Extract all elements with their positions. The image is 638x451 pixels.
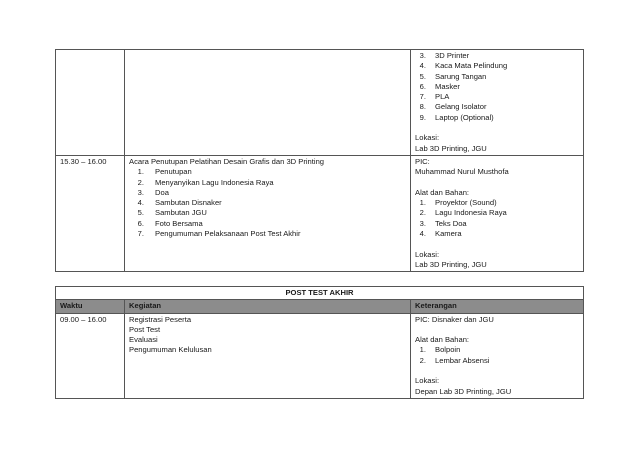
notes-cell <box>411 313 584 398</box>
table-header-row <box>56 300 584 313</box>
schedule-table-continued <box>55 49 584 272</box>
list-item: 7. Pengumuman Pelaksanaan Post Test Akhir <box>137 229 301 239</box>
list-item: 6. Masker <box>419 81 460 91</box>
notes-cell <box>411 155 584 271</box>
list-item: 1. Proyektor (Sound) <box>419 198 497 208</box>
activity-line: Registrasi Peserta <box>129 314 192 324</box>
list-item: 3. Doa <box>137 187 169 197</box>
list-item: 4. Sambutan Disnaker <box>137 198 222 208</box>
list-item: 5. Sarung Tangan <box>419 71 487 81</box>
list-item: 8. Gelang Isolator <box>419 102 487 112</box>
list-item: 6. Foto Bersama <box>137 218 203 228</box>
location-value: Lab 3D Printing, JGU <box>415 259 487 269</box>
list-item: 9. Laptop (Optional) <box>419 112 494 122</box>
table-row <box>56 313 584 398</box>
notes-cell <box>411 50 584 156</box>
activity-cell <box>125 155 411 271</box>
location-label: Lokasi: <box>415 376 440 386</box>
activity-cell <box>125 313 411 398</box>
column-header-keterangan: Keterangan <box>411 300 584 313</box>
list-item: 4. Kaca Mata Pelindung <box>419 61 508 71</box>
list-item: 5. Sambutan JGU <box>137 208 207 218</box>
list-item: 1. Penutupan <box>137 167 192 177</box>
post-test-title: POST TEST AKHIR <box>56 287 584 300</box>
list-item: 2. Lembar Absensi <box>419 355 490 365</box>
list-item: 4. Kamera <box>419 229 462 239</box>
list-item: 3. 3D Printer <box>419 51 470 60</box>
table-row <box>56 50 584 156</box>
pic-label: PIC: <box>415 156 430 166</box>
activity-title: Acara Penutupan Pelatihan Desain Grafis dan 3D Printing <box>129 156 325 166</box>
activity-line: Evaluasi <box>129 335 158 345</box>
materials-label: Alat dan Bahan: <box>415 187 470 197</box>
activity-line: Pengumuman Kelulusan <box>129 345 212 355</box>
list-item: 3. Teks Doa <box>419 218 467 228</box>
table-row <box>56 155 584 271</box>
location-label: Lokasi: <box>415 249 440 259</box>
column-header-kegiatan: Kegiatan <box>125 300 411 313</box>
activity-line: Post Test <box>129 324 161 334</box>
list-item: 7. PLA <box>419 92 450 102</box>
pic-value: PIC: Disnaker dan JGU <box>415 314 494 324</box>
list-item: 1. Bolpoin <box>419 345 461 355</box>
location-label: Lokasi: <box>415 133 440 143</box>
location-value: Lab 3D Printing, JGU <box>415 143 487 153</box>
column-header-waktu: Waktu <box>56 300 125 313</box>
list-item: 2. Menyanyikan Lagu Indonesia Raya <box>137 177 274 187</box>
list-item: 2. Lagu Indonesia Raya <box>419 208 507 218</box>
post-test-table <box>55 286 584 399</box>
time-cell: 15.30 – 16.00 <box>56 155 125 271</box>
time-cell: 09.00 – 16.00 <box>56 313 125 398</box>
pic-value: Muhammad Nurul Musthofa <box>415 167 509 177</box>
materials-label: Alat dan Bahan: <box>415 335 470 345</box>
location-value: Depan Lab 3D Printing, JGU <box>415 386 512 396</box>
time-cell <box>56 50 125 156</box>
activity-cell <box>125 50 411 156</box>
table-title-row <box>56 287 584 300</box>
